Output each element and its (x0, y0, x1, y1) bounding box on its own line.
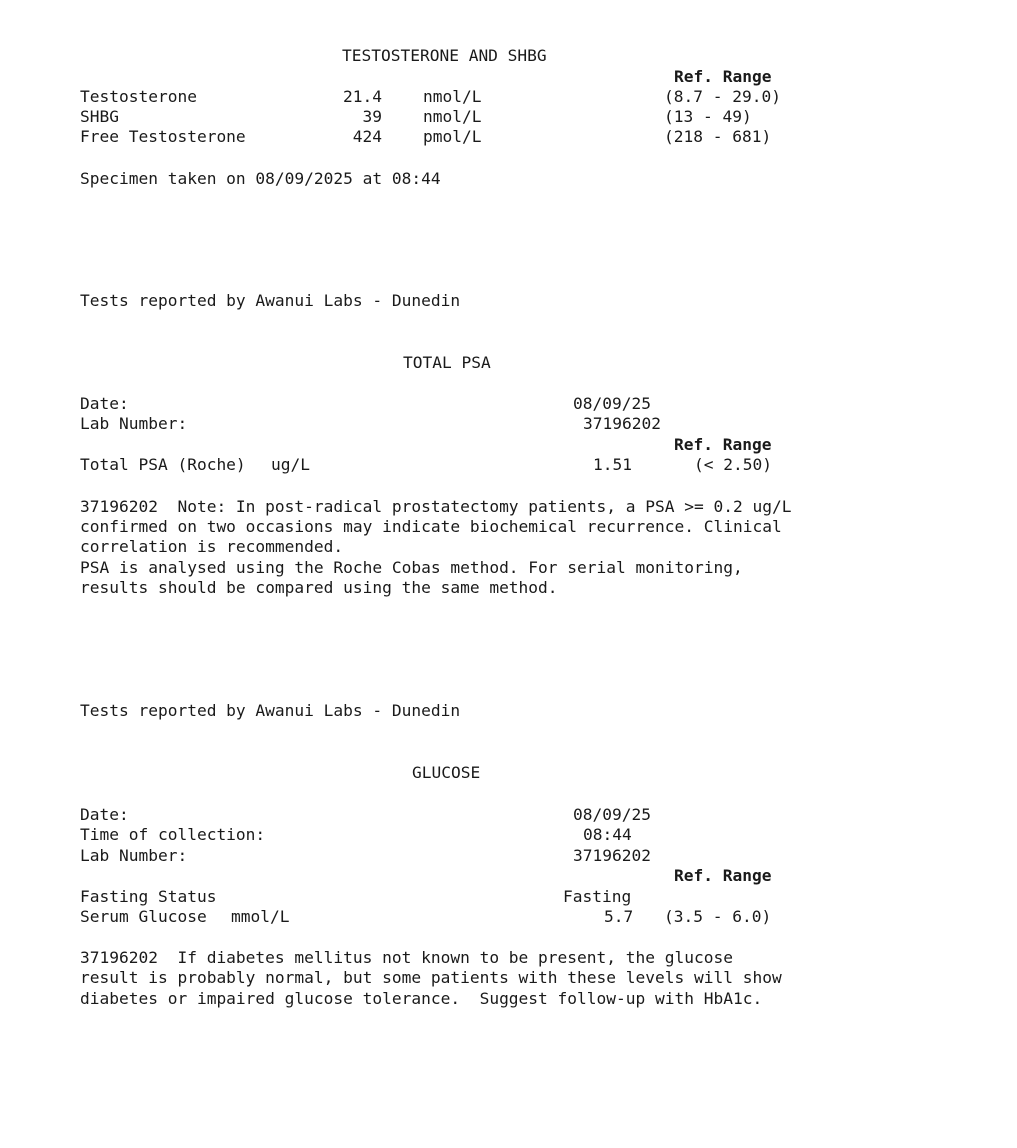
date-value: 08/09/25 (573, 394, 651, 413)
test-name: Free Testosterone (80, 127, 246, 146)
note-line: result is probably normal, but some patients with these levels will show (80, 968, 782, 987)
glucose-section-title: GLUCOSE (412, 763, 481, 782)
ref-range-header: Ref. Range (674, 67, 772, 86)
test-value: 39 (362, 107, 382, 126)
test-unit: mmol/L (231, 907, 290, 926)
note-line: confirmed on two occasions may indicate biochemical recurrence. Clinical (80, 517, 782, 536)
test-ref-range: (218 - 681) (664, 127, 772, 146)
note-line: 37196202 Note: In post-radical prostatectomy patients, a PSA >= 0.2 ug/L (80, 497, 792, 516)
test-ref-range: (8.7 - 29.0) (664, 87, 781, 106)
test-unit: ug/L (271, 455, 310, 474)
fasting-status-label: Fasting Status (80, 887, 217, 906)
testosterone-section-title: TESTOSTERONE AND SHBG (342, 46, 547, 65)
test-name: SHBG (80, 107, 119, 126)
collection-time-label: Time of collection: (80, 825, 266, 844)
note-line: correlation is recommended. (80, 537, 344, 556)
lab-number-value: 37196202 (573, 846, 651, 865)
test-unit: nmol/L (423, 87, 482, 106)
specimen-note: Specimen taken on 08/09/2025 at 08:44 (80, 169, 441, 188)
ref-range-header: Ref. Range (674, 866, 772, 885)
date-value: 08/09/25 (573, 805, 651, 824)
date-label: Date: (80, 805, 129, 824)
test-unit: pmol/L (423, 127, 482, 146)
test-value: 21.4 (343, 87, 382, 106)
reported-by: Tests reported by Awanui Labs - Dunedin (80, 291, 461, 310)
test-unit: nmol/L (423, 107, 482, 126)
collection-time-value: 08:44 (583, 825, 632, 844)
test-value: 1.51 (593, 455, 632, 474)
note-line: diabetes or impaired glucose tolerance. Suggest follow-up with HbA1c. (80, 989, 763, 1008)
test-ref-range: (3.5 - 6.0) (664, 907, 772, 926)
fasting-status-value: Fasting (563, 887, 632, 906)
note-line: 37196202 If diabetes mellitus not known to be present, the glucose (80, 948, 733, 967)
note-line: results should be compared using the same method. (80, 578, 558, 597)
reported-by: Tests reported by Awanui Labs - Dunedin (80, 701, 461, 720)
ref-range-header: Ref. Range (674, 435, 772, 454)
test-name: Serum Glucose (80, 907, 207, 926)
test-name: Total PSA (Roche) (80, 455, 246, 474)
lab-number-label: Lab Number: (80, 846, 188, 865)
test-value: 424 (352, 127, 382, 146)
test-name: Testosterone (80, 87, 197, 106)
test-ref-range: (< 2.50) (694, 455, 772, 474)
psa-section-title: TOTAL PSA (403, 353, 491, 372)
note-line: PSA is analysed using the Roche Cobas method. For serial monitoring, (80, 558, 743, 577)
lab-number-label: Lab Number: (80, 414, 188, 433)
lab-number-value: 37196202 (583, 414, 661, 433)
test-value: 5.7 (604, 907, 634, 926)
date-label: Date: (80, 394, 129, 413)
test-ref-range: (13 - 49) (664, 107, 752, 126)
